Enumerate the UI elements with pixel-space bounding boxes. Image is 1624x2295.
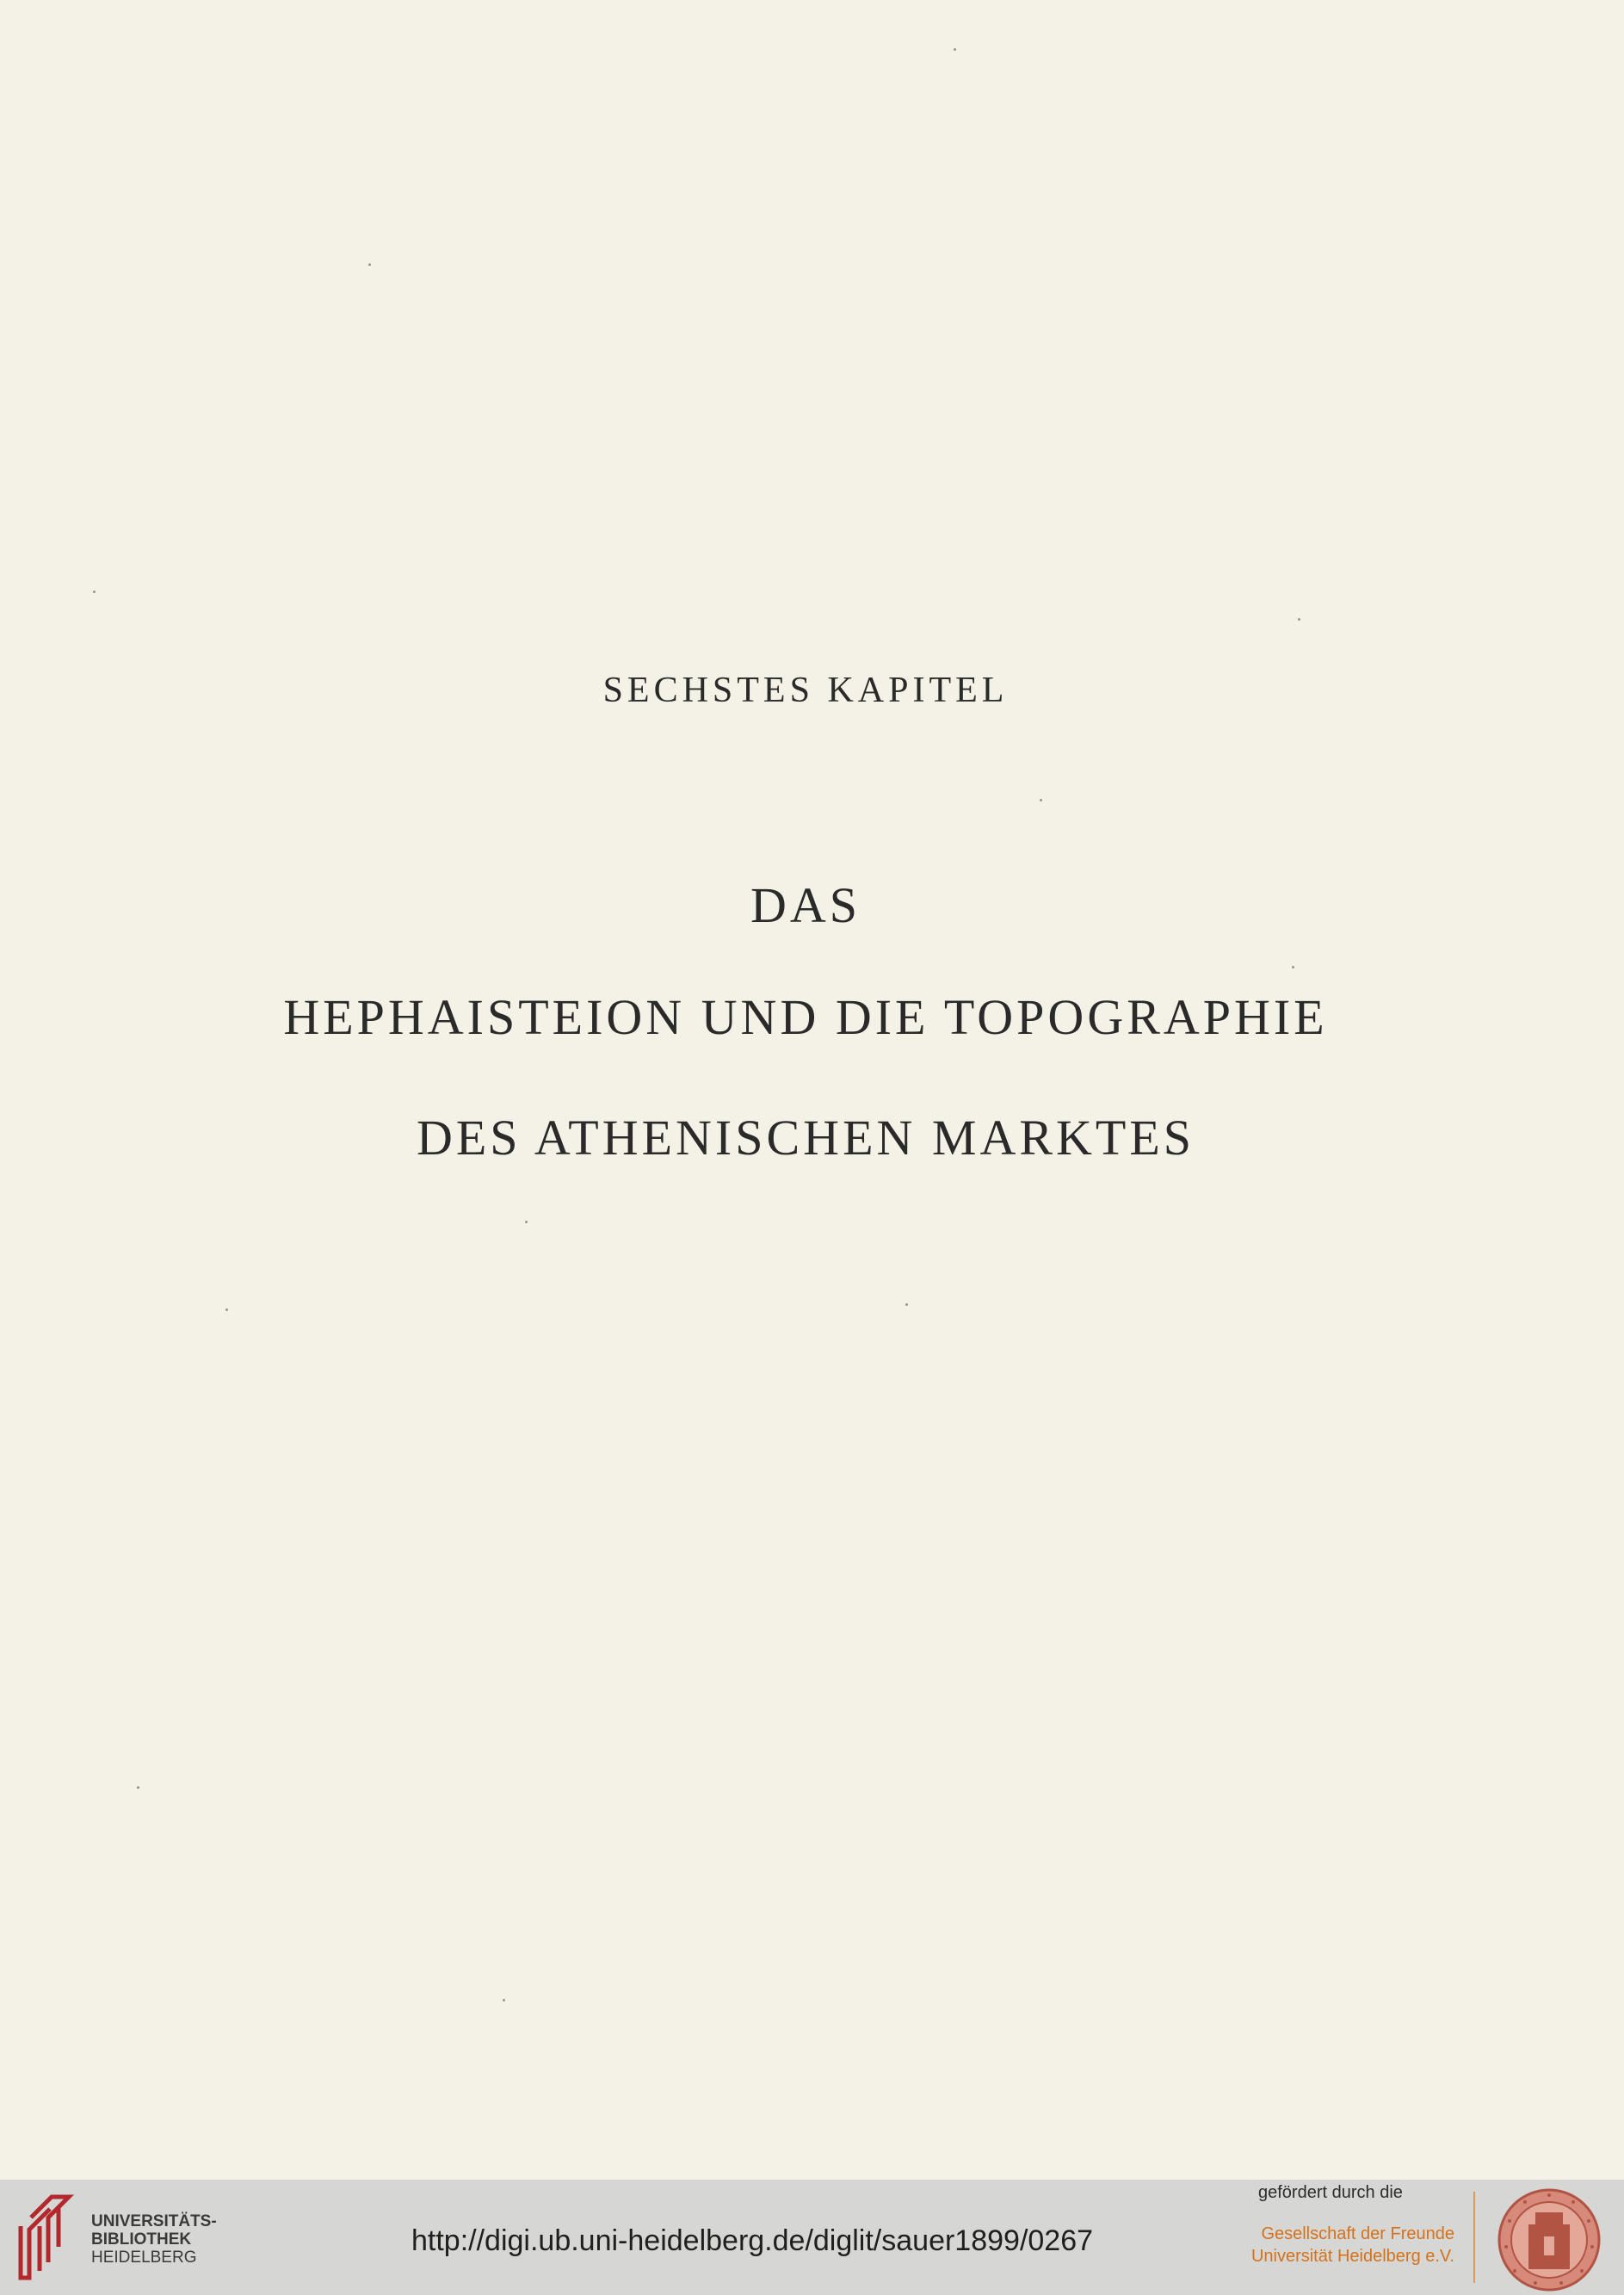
paper-speck [93, 591, 96, 593]
chapter-label: SECHSTES KAPITEL [602, 671, 1009, 710]
paper-speck [503, 1999, 505, 2001]
sponsor-label: gefördert durch die [1258, 2183, 1403, 2202]
paper-speck [368, 263, 371, 266]
paper-speck [1292, 966, 1294, 968]
library-name-line3: HEIDELBERG [91, 2249, 197, 2267]
title-line-2: HEPHAISTEION UND DIE TOPOGRAPHIE [283, 989, 1328, 1045]
university-seal-icon [1496, 2187, 1602, 2293]
title-line-3: DES ATHENISCHEN MARKTES [416, 1110, 1195, 1166]
sponsor-name-line2: Universität Heidelberg e.V. [1250, 2247, 1454, 2266]
sponsor-name-line1: Gesellschaft der Freunde [1261, 2224, 1454, 2243]
paper-speck [1040, 799, 1042, 801]
paper-speck [525, 1221, 528, 1223]
paper-speck [905, 1303, 908, 1306]
title-line-1: DAS [750, 877, 861, 933]
paper-speck [137, 1786, 139, 1789]
library-name-line2: BIBLIOTHEK [91, 2230, 192, 2249]
paper-speck [225, 1308, 228, 1311]
university-library-logo-icon [15, 2192, 76, 2281]
source-url-link[interactable]: http://digi.ub.uni-heidelberg.de/diglit/sauer1899/0267 [411, 2224, 1094, 2257]
paper-speck [1298, 618, 1300, 621]
library-name [91, 2212, 217, 2267]
paper-speck [954, 48, 956, 51]
library-name-line1: UNIVERSITÄTS- [91, 2212, 217, 2230]
footer-divider [1473, 2192, 1475, 2283]
footer-bar [0, 2180, 1624, 2295]
sponsor-name [1162, 2223, 1454, 2267]
